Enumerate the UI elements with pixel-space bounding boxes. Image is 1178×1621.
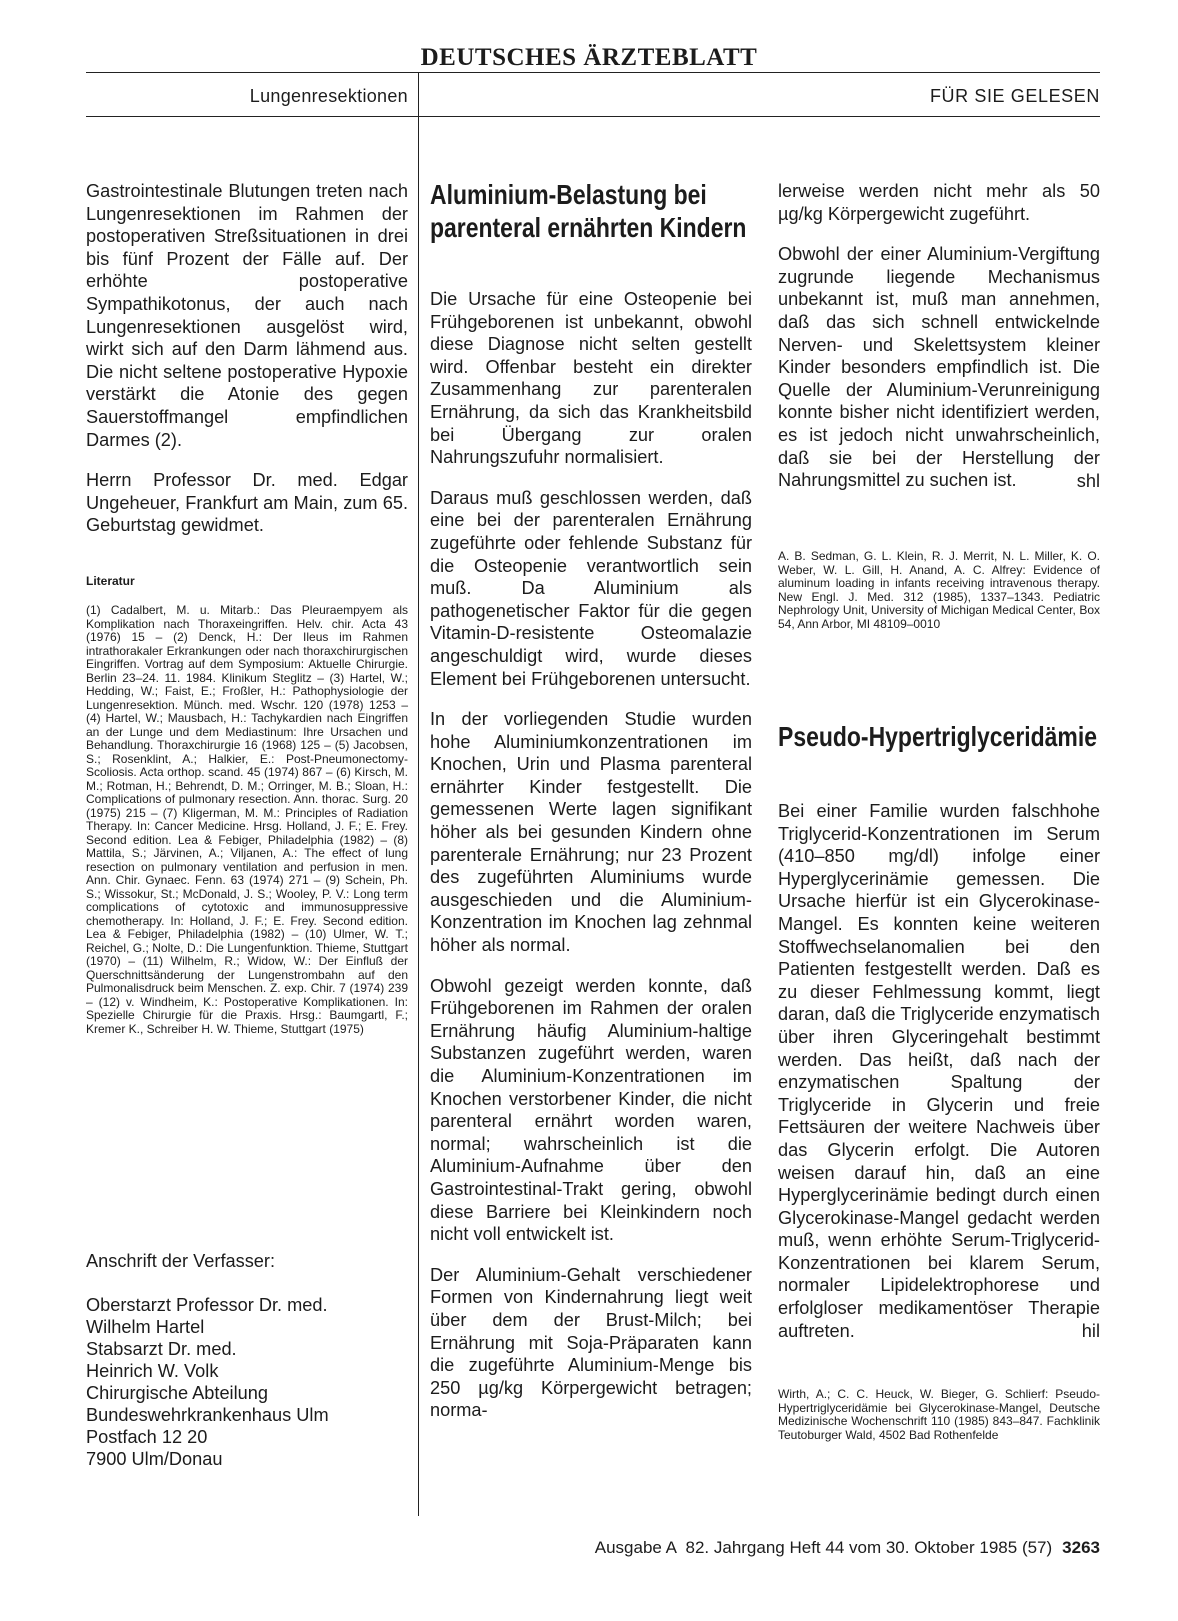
article1-paragraph: Die Ursache für eine Osteopenie bei Frühgeborenen ist unbekannt, obwohl diese Diagnose nicht selten gestellt wird. Offenbar besteht ein direkter Zusammenhang zur parenteralen Ernährung, da sich das Krankheitsbild bei Übergang zur oralen Nahrungszufuhr normalisiert. [430, 289, 752, 468]
article1-paragraph: In der vorliegenden Studie wurden hohe Aluminiumkonzentrationen im Knochen, Urin und Plasma parenteral ernährter Kinder festgestellt. Die gemessenen Werte lagen signifikant höher als bei gesunden Kindern ohne parenterale Ernährung; nur 23 Prozent des zugeführten Aluminiums wurde ausgeschieden und die Aluminium-Konzentration im Knochen lag zehnmal höher als normal. [430, 709, 752, 956]
article1-body [430, 288, 752, 1440]
article1-signature: shl [1076, 470, 1100, 491]
article1-paragraph: Daraus muß geschlossen werden, daß eine bei der parenteralen Ernährung zugeführte oder fehlende Substanz für die Osteopenie verantwortlich sein muß. Da Aluminium als pathogenetischer Faktor für die gegen Vitamin-D-resistente Osteomalazie angeschuldigt wird, wurde dieses Element bei Frühgeborenen untersucht. [430, 487, 752, 689]
article2-reference-block [778, 1388, 1100, 1442]
author-address [86, 1250, 408, 1470]
article2-title-block [778, 720, 1100, 753]
section-label-left: Lungenresektionen [249, 86, 408, 106]
article2-title: Pseudo-Hypertriglyceridämie [778, 721, 1098, 752]
article1-reference: A. B. Sedman, G. L. Klein, R. J. Merrit, N. L. Miller, K. O. Weber, W. L. Gill, H. Anand, A. C. Alfrey: Evidence of aluminum loading in infants receiving intravenous therapy. New Engl. J. Med. 312 (1985), 1337–1343. Pediatric Nephrology Unit, University of Michigan Medical Center, Box 54, Ann Arbor, MI 48109–0010 [778, 549, 1100, 631]
left-column-text [86, 180, 408, 555]
header-top-rule [86, 72, 1100, 73]
article1-continued-paragraph: lerweise werden nicht mehr als 50 µg/kg Körpergewicht zugeführt. [778, 181, 1100, 224]
address-line: Wilhelm Hartel [86, 1317, 205, 1337]
page-footer [430, 1538, 1100, 1558]
address-line: Stabsarzt Dr. med. [86, 1339, 237, 1359]
article1-paragraph: Der Aluminium-Gehalt verschiedener Formen von Kindernahrung liegt weit über dem der Brust-Milch; bei Ernährung mit Soja-Präparaten kann die zugeführte Aluminium-Menge bis 250 µg/kg Körpergewicht betragen; norma- [430, 1264, 752, 1421]
address-line: Postfach 12 20 [86, 1427, 208, 1447]
column-divider [418, 72, 419, 1516]
article2-signature: hil [1081, 1321, 1100, 1342]
issue-info: Ausgabe A 82. Jahrgang Heft 44 vom 30. Oktober 1985 (57) [594, 1538, 1053, 1557]
section-label-right: FÜR SIE GELESEN [929, 86, 1100, 106]
article1-paragraph: Obwohl gezeigt werden konnte, daß Frühgeborenen im Rahmen der oralen Ernährung häufig Aluminium-haltige Substanzen zugeführt werden, waren die Aluminium-Konzentrationen im Knochen verstorbener Kinder, die nicht parenteral ernährt worden waren, normal; wahrscheinlich ist die Aluminium-Aufnahme über den Gastrointestinal-Trakt gering, obwohl diese Barriere bei Kleinkindern noch nicht voll entwickelt ist. [430, 975, 752, 1245]
address-line: Chirurgische Abteilung [86, 1383, 268, 1403]
address-line: 7900 Ulm/Donau [86, 1449, 223, 1469]
literature-list: (1) Cadalbert, M. u. Mitarb.: Das Pleuraempyem als Komplikation nach Thoraxeingriffen. Helv. chir. Acta 43 (1976) 15 – (2) Denck, H.: Der Ileus im Rahmen intrathorakaler Erkrankungen oder nach thoraxchirurgischen Eingriffen. Vortrag auf dem Symposium: Aktuelle Chirurgie. Berlin 23–24. 11. 1984. Klinikum Steglitz – (3) Hartel, W.; Hedding, W.; Faist, E.; Froßler, H.: Pathophysiologie der Lungenresektion. Münch. med. Wschr. 120 (1978) 1253 – (4) Hartel, W.; Mausbach, H.: Tachykardien nach Eingriffen an der Lunge und dem Mediastinum: Ihre Ursachen und Behandlung. Thoraxchirurgie 16 (1968) 125 – (5) Jacobsen, S.; Rosenklint, A.; Halkier, E.: Post-Pneumonectomy-Scoliosis. Acta orthop. scand. 45 (1974) 867 – (6) Kirsch, M. M.; Rotman, H.; Behrendt, D. M.; Orringer, M. B.; Sloan, H.: Complications of pulmonary resection. Ann. thorac. Surg. 20 (1975) 215 – (7) Kligerman, M. M.: Principles of Radiation Therapy. In: Cancer Medicine. Hrsg. Holland, J. F.; E. Frey. Second edition. Lea & Febiger, Philadelphia (1982) – (8) Mattila, S.; Järvinen, A.; Viljanen, A.: The effect of lung resection on pulmonary ventilation and perfusion in men. Ann. Chir. Gynaec. Fenn. 63 (1974) 271 – (9) Schein, Ph. S.; Wissokur, St.; McDonald, J. S.; Wooley, P. V.: Long term complications of cytotoxic and immunosuppressive chemotherapy. In: Holland, J. F.; E. Frey. Second edition. Lea & Febiger, Philadelphia (1982) – (10) Ulmer, W. T.; Reichel, G.; Nolte, D.: Die Lungenfunktion. Thieme, Stuttgart (1970) – (11) Wilhelm, R.; Widow, W.: Der Einfluß der Querschnittsänderung der Lungenstrombahn auf den Pulmonalisdruck beim Menschen. Z. exp. Chir. 7 (1974) 239 – (12) v. Windheim, K.: Postoperative Komplikationen. In: Spezielle Chirurgie für die Praxis. Hrsg.: Baumgartl, F.; Kremer K., Schreiber H. W. Thieme, Stuttgart (1975) [86, 603, 408, 1036]
literature-heading: Literatur [86, 574, 135, 588]
masthead: DEUTSCHES ÄRZTEBLATT [420, 44, 758, 71]
address-line: Bundeswehrkrankenhaus Ulm [86, 1405, 329, 1425]
address-line: Oberstarzt Professor Dr. med. [86, 1295, 328, 1315]
article1-title-block [430, 178, 752, 244]
article1-continued-paragraph: Obwohl der einer Aluminium-Vergiftung zugrunde liegende Mechanismus unbekannt ist, muß man annehmen, daß das sich schnell entwickelnde Nerven- und Skelettsystem kleiner Kinder besonders empfindlich ist. Die Quelle der Aluminium-Verunreinigung konnte bisher nicht identifiziert werden, es ist jedoch nicht unwahrscheinlich, daß sie bei der Herstellung der Nahrungsmittel zu suchen ist. [778, 244, 1100, 491]
literature-section [86, 574, 408, 1036]
article1-continued [778, 180, 1100, 492]
article2-reference: Wirth, A.; C. C. Heuck, W. Bieger, G. Schlierf: Pseudo-Hypertriglyceridämie bei Glycerokinase-Mangel, Deutsche Medizinische Wochenschrift 110 (1985) 843–847. Fachklinik Teutoburger Wald, 4502 Bad Rothenfelde [778, 1387, 1100, 1442]
address-heading: Anschrift der Verfasser: [86, 1251, 276, 1271]
header-bottom-rule [86, 116, 1100, 117]
page-number: 3263 [1062, 1538, 1100, 1557]
article1-title: Aluminium-Belastung bei parenteral ernährten Kindern [430, 179, 747, 243]
address-line: Heinrich W. Volk [86, 1361, 219, 1381]
dedication: Herrn Professor Dr. med. Edgar Ungeheuer, Frankfurt am Main, zum 65. Geburtstag gewidmet. [86, 470, 408, 536]
article2-body [778, 800, 1100, 1343]
article1-reference-block [778, 550, 1100, 631]
left-paragraph-1: Gastrointestinale Blutungen treten nach Lungenresektionen im Rahmen der postoperativen Streßsituationen in drei bis fünf Prozent der Fälle auf. Der erhöhte postoperative Sympathikotonus, der auch nach Lungenresektionen ausgelöst wird, wirkt sich auf den Darm lähmend aus. Die nicht seltene postoperative Hypoxie verstärkt die Atonie des gegen Sauerstoffmangel empfindlichen Darmes (2). [86, 181, 408, 450]
article2-paragraph: Bei einer Familie wurden falschhohe Triglycerid-Konzentrationen im Serum (410–850 mg/dl) infolge einer Hyperglycerinämie gemessen. Die Ursache hierfür ist ein Glycerokinase-Mangel. Es konnten keine weiteren Stoffwechselanomalien bei den Patienten festgestellt werden. Daß es zu dieser Fehlmessung kommt, liegt daran, daß die Triglyceride enzymatisch über ihren Glyceringehalt bestimmt werden. Das heißt, daß nach der enzymatischen Spaltung der Triglyceride in Glycerin und freie Fettsäuren der weitere Nachweis über das Glycerin erfolgt. Die Autoren weisen darauf hin, daß an eine Hyperglycerinämie bedingt durch einen Glycerokinase-Mangel gedacht werden muß, wenn erhöhte Serum-Triglycerid-Konzentrationen bei klarem Serum, normaler Lipidelektrophorese und erfolgloser medikamentöser Therapie auftreten. [778, 801, 1100, 1341]
